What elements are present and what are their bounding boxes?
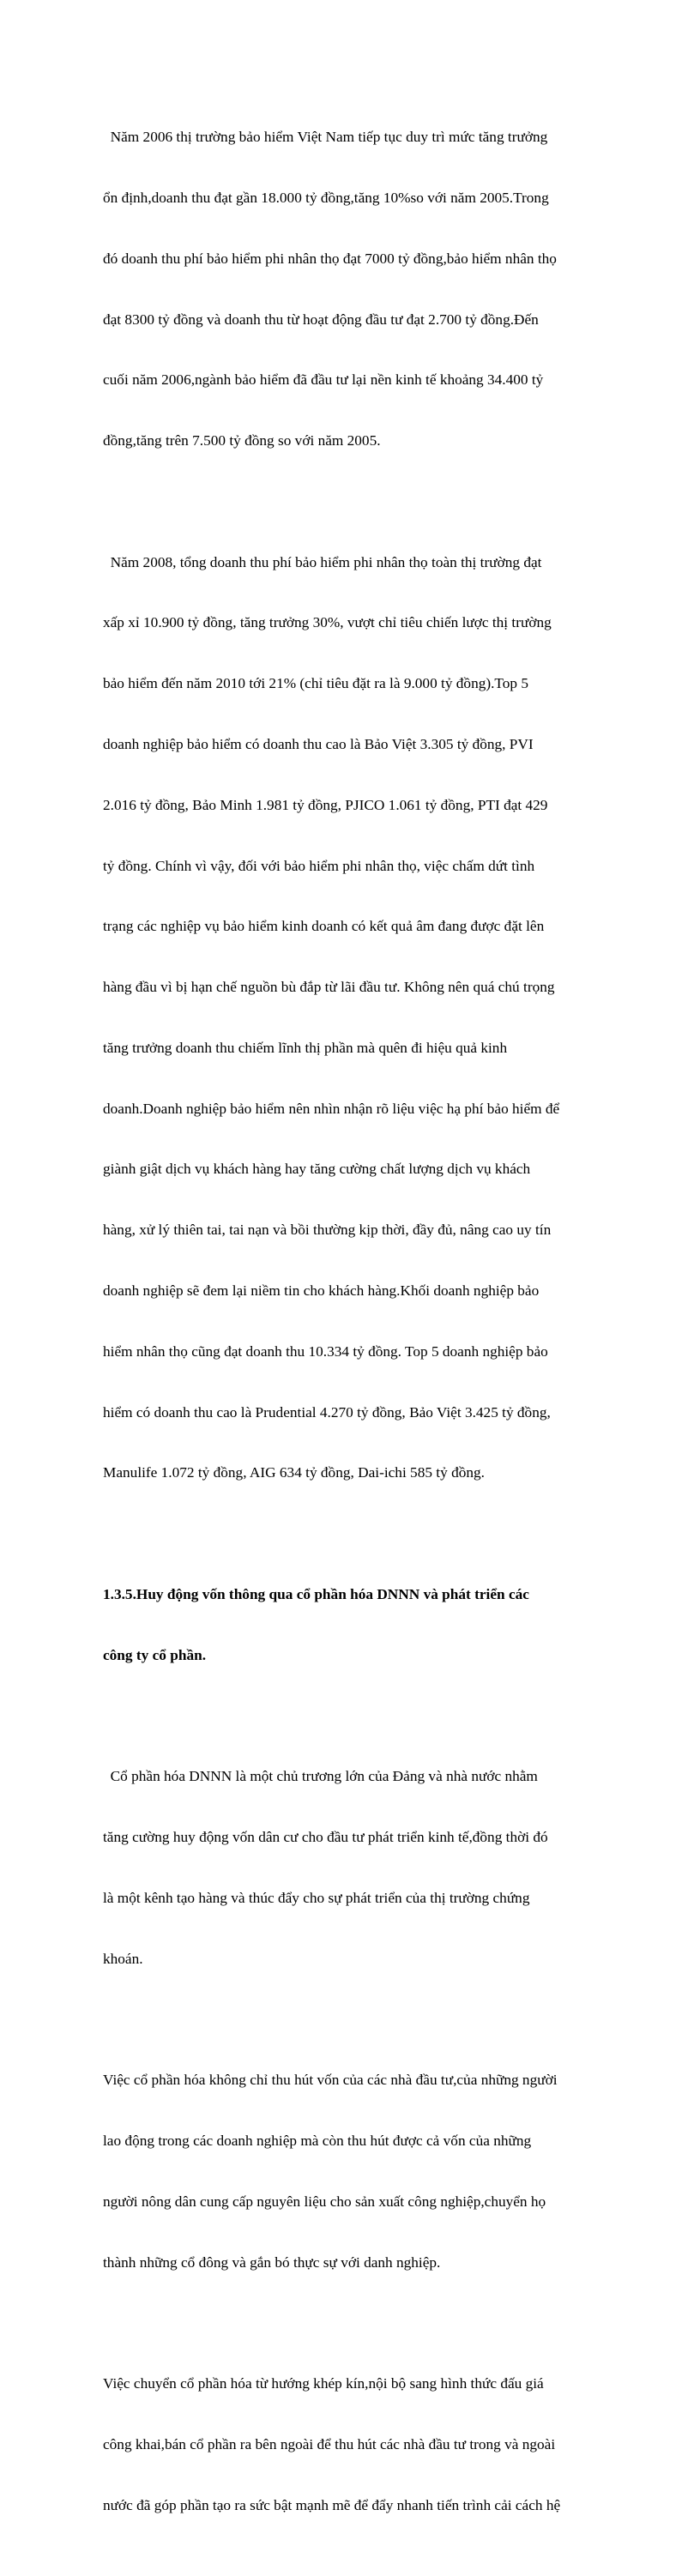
text-line: đồng,tăng trên 7.500 tỷ đồng so với năm 2005.	[103, 432, 381, 449]
text-line: Năm 2008, tổng doanh thu phí bảo hiểm phi nhân thọ toàn thị trường đạt	[103, 553, 542, 570]
text-line: giành giật dịch vụ khách hàng hay tăng cường chất lượng dịch vụ khách	[103, 1161, 531, 1178]
text-line: hiểm nhân thọ cũng đạt doanh thu 10.334 tỷ đồng. Top 5 doanh nghiệp bảo	[103, 1342, 548, 1360]
text-line: tăng cường huy động vốn dân cư cho đầu tư phát triển kinh tế,đồng thời đó	[103, 1829, 548, 1846]
text-line: bảo hiểm đến năm 2010 tới 21% (chỉ tiêu đặt ra là 9.000 tỷ đồng).Top 5	[103, 675, 529, 692]
text-line: đó doanh thu phí bảo hiểm phi nhân thọ đạt 7000 tỷ đồng,bảo hiểm nhân thọ	[103, 250, 557, 267]
text-line: Việc cổ phần hóa không chỉ thu hút vốn của các nhà đầu tư,của những người	[103, 2072, 558, 2089]
text-line: Việc chuyển cổ phần hóa từ hướng khép kín,nội bộ sang hình thức đấu giá	[103, 2375, 544, 2392]
text-line: doanh nghiệp bảo hiểm có doanh thu cao là Bảo Việt 3.305 tỷ đồng, PVI	[103, 736, 534, 752]
text-line: 2.016 tỷ đồng, Bảo Minh 1.981 tỷ đồng, PJICO 1.061 tỷ đồng, PTI đạt 429	[103, 796, 548, 813]
text-line: nước đã góp phần tạo ra sức bật mạnh mẽ để đẩy nhanh tiến trình cải cách hệ	[103, 2496, 561, 2513]
text-line: doanh.Doanh nghiệp bảo hiểm nên nhìn nhận rõ liệu việc hạ phí bảo hiểm để	[103, 1100, 560, 1117]
text-line: Cổ phần hóa DNNN là một chủ trương lớn của Đảng và nhà nước nhằm	[103, 1768, 538, 1785]
heading-line: 1.3.5.Huy động vốn thông qua cổ phần hóa DNNN và phát triển các	[103, 1585, 529, 1602]
text-line: Manulife 1.072 tỷ đồng, AIG 634 tỷ đồng, Dai-ichi 585 tỷ đồng.	[103, 1464, 485, 1481]
text-line: lao động trong các doanh nghiệp mà còn thu hút được cả vốn của những	[103, 2132, 532, 2149]
text-line: trạng các nghiệp vụ bảo hiểm kinh doanh có kết quả âm đang được đặt lên	[103, 918, 545, 935]
text-line: công khai,bán cổ phần ra bên ngoài để thu hút các nhà đầu tư trong và ngoài	[103, 2435, 556, 2452]
text-line: là một kênh tạo hàng và thúc đẩy cho sự phát triển của thị trường chứng	[103, 1889, 530, 1906]
text-line: khoán.	[103, 1950, 143, 1967]
document-body	[103, 87, 600, 2576]
text-line: ổn định,doanh thu đạt gần 18.000 tỷ đồng,tăng 10%so với năm 2005.Trong	[103, 189, 549, 206]
paragraph-equitization-capital	[103, 2030, 600, 2313]
text-line: hiểm có doanh thu cao là Prudential 4.270 tỷ đồng, Bảo Việt 3.425 tỷ đồng,	[103, 1403, 551, 1421]
heading-line: công ty cổ phần.	[103, 1646, 207, 1663]
text-line: hàng đầu vì bị hạn chế nguồn bù đắp từ lãi đầu tư. Không nên quá chú trọng	[103, 979, 555, 996]
text-line: doanh nghiệp sẽ đem lại niềm tin cho khách hàng.Khối doanh nghiệp bảo	[103, 1282, 540, 1300]
paragraph-insurance-2006	[103, 87, 600, 492]
paragraph-insurance-2008	[103, 511, 600, 1523]
text-line: tỷ đồng. Chính vì vậy, đối với bảo hiểm phi nhân thọ, việc chấm dứt tình	[103, 857, 535, 874]
paragraph-equitization-intro	[103, 1726, 600, 2009]
text-line: Năm 2006 thị trường bảo hiểm Việt Nam tiếp tục duy trì mức tăng trưởng	[103, 129, 548, 146]
paragraph-equitization-auction	[103, 2333, 600, 2556]
section-heading	[103, 1544, 600, 1706]
text-line: thành những cổ đông và gắn bó thực sự với danh nghiệp.	[103, 2253, 441, 2271]
text-line: tăng trưởng doanh thu chiếm lĩnh thị phần mà quên đi hiệu quả kinh	[103, 1039, 508, 1056]
text-line: hàng, xử lý thiên tai, tai nạn và bồi thường kịp thời, đầy đủ, nâng cao uy tín	[103, 1222, 552, 1239]
text-line: người nông dân cung cấp nguyên liệu cho sản xuất công nghiệp,chuyển họ	[103, 2193, 546, 2210]
text-line: cuối năm 2006,ngành bảo hiểm đã đầu tư lại nền kinh tế khoảng 34.400 tỷ	[103, 371, 544, 389]
text-line: đạt 8300 tỷ đồng và doanh thu từ hoạt động đầu tư đạt 2.700 tỷ đồng.Đến	[103, 311, 539, 328]
text-line: xấp xỉ 10.900 tỷ đồng, tăng trưởng 30%, vượt chỉ tiêu chiến lược thị trường	[103, 614, 552, 631]
